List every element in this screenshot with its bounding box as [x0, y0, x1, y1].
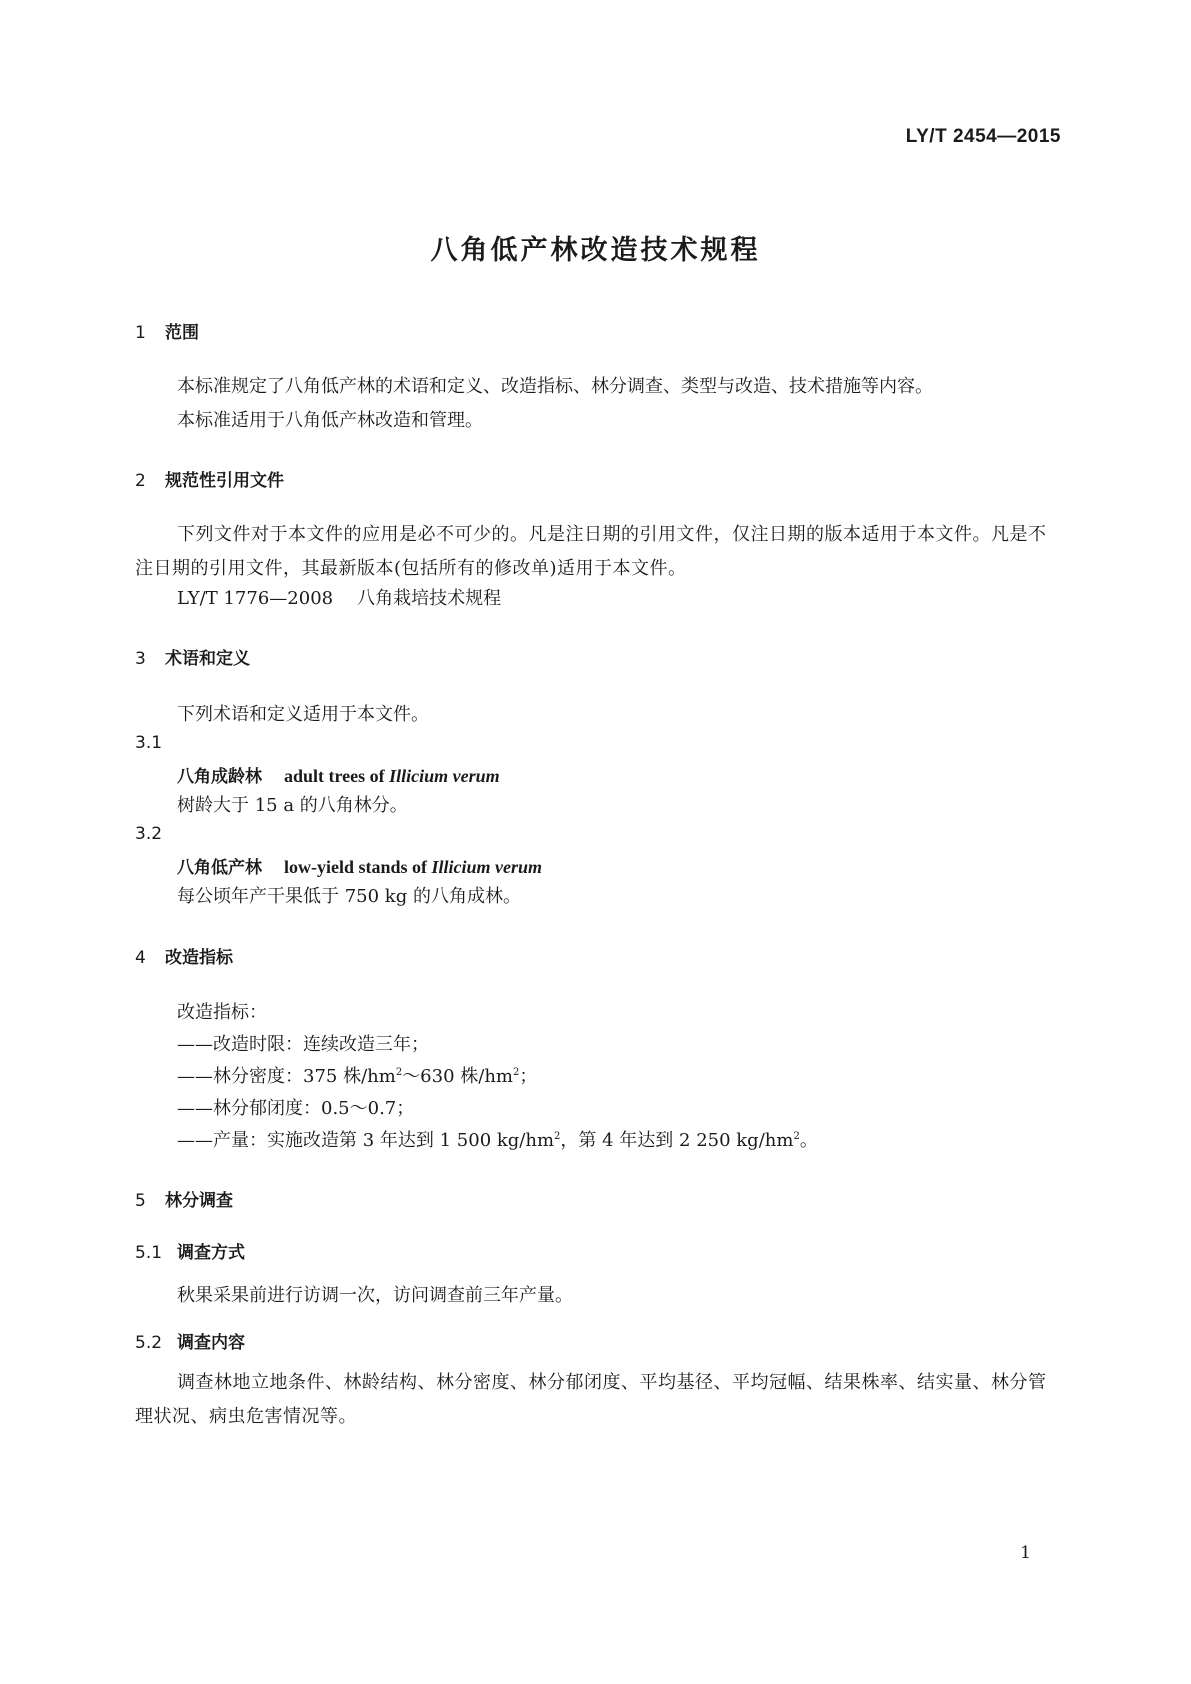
term-entry	[177, 853, 542, 878]
term-chinese: 八角成龄林	[177, 767, 262, 787]
normative-reference	[177, 584, 501, 610]
standard-code: LY/T 2454—2015	[905, 126, 1061, 147]
term-definition: 树龄大于 15 a 的八角林分。	[177, 795, 408, 816]
list-item: ——林分郁闭度：0.5～0.7；	[177, 1098, 415, 1119]
subsection-title: 调查方式	[177, 1243, 245, 1263]
section-title: 改造指标	[165, 948, 233, 968]
list-item: ——改造时限：连续改造三年；	[177, 1034, 429, 1055]
reference-title: 八角栽培技术规程	[357, 588, 502, 609]
section-number: 3	[135, 649, 146, 669]
term-english: low-yield stands of Illicium verum	[284, 857, 543, 877]
section-number: 1	[135, 323, 146, 343]
term-definition: 每公顷年产干果低于 750 kg 的八角成林。	[177, 886, 521, 907]
subsection-5-2-heading	[135, 1328, 245, 1353]
list-intro: 改造指标：	[177, 1002, 267, 1023]
section-5-heading	[135, 1186, 233, 1211]
section-number: 2	[135, 471, 146, 491]
paragraph: 下列术语和定义适用于本文件。	[177, 704, 429, 725]
section-number: 5	[135, 1191, 146, 1211]
list-item: ——产量：实施改造第 3 年达到 1 500 $kg/hm^2$，第 4 年达到 2 250 $kg/hm^2$。	[177, 1130, 818, 1151]
subsection-number: 5.1	[135, 1243, 163, 1263]
section-number: 4	[135, 948, 146, 968]
paragraph: 秋果采果前进行访调一次，访问调查前三年产量。	[177, 1285, 573, 1306]
section-title: 林分调查	[165, 1191, 233, 1211]
subsection-number: 5.2	[135, 1333, 163, 1353]
paragraph: 本标准规定了八角低产林的术语和定义、改造指标、林分调查、类型与改造、技术措施等内容。	[177, 376, 933, 397]
term-number: 3.1	[135, 733, 163, 753]
document-title: 八角低产林改造技术规程	[430, 235, 761, 266]
section-3-heading	[135, 644, 250, 669]
list-item: ——林分密度：375 株$/hm^2\sim 630$ 株$/hm^2$；	[177, 1066, 538, 1087]
page-number: 1	[1020, 1543, 1031, 1563]
term-number: 3.2	[135, 824, 163, 844]
subsection-title: 调查内容	[177, 1333, 245, 1353]
paragraph: 调查林地立地条件、林龄结构、林分密度、林分郁闭度、平均基径、平均冠幅、结果株率、结实量、林分管理状况、病虫危害情况等。	[135, 1372, 1047, 1427]
section-title: 术语和定义	[165, 649, 250, 669]
paragraph: 下列文件对于本文件的应用是必不可少的。凡是注日期的引用文件，仅注日期的版本适用于本文件。凡是不注日期的引用文件，其最新版本(包括所有的修改单)适用于本文件。	[135, 524, 1047, 579]
section-title: 规范性引用文件	[165, 471, 284, 491]
section-4-heading	[135, 943, 233, 968]
paragraph: 本标准适用于八角低产林改造和管理。	[177, 410, 483, 431]
subsection-5-1-heading	[135, 1238, 245, 1263]
term-english: adult trees of Illicium verum	[284, 766, 500, 786]
section-title: 范围	[165, 323, 199, 343]
term-entry	[177, 762, 500, 787]
section-1-heading	[135, 318, 199, 343]
section-2-heading	[135, 466, 284, 491]
term-chinese: 八角低产林	[177, 858, 262, 878]
reference-code: LY/T 1776—2008	[177, 588, 334, 609]
